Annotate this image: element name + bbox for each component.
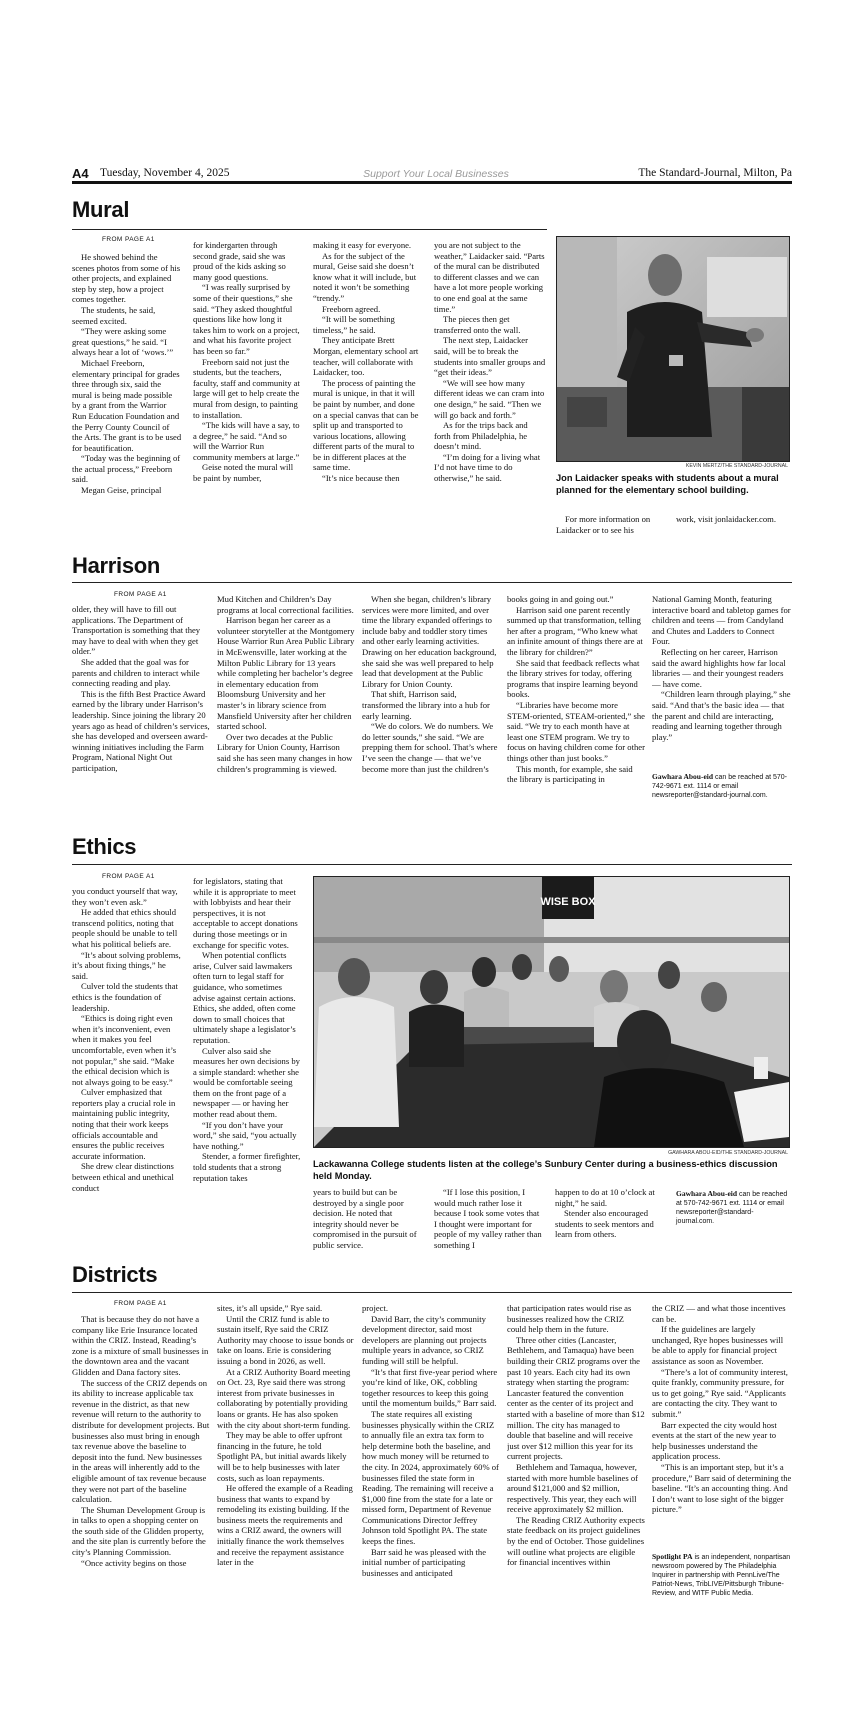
ethics-lower-column-3: happen to do at 10 o’clock at night,” he said. Stender also encouraged students to seek mentors and learn from others.	[555, 1187, 655, 1240]
mural-photo-caption: Jon Laidacker speaks with students about a mural planned for the elementary school building.	[556, 473, 779, 495]
ethics-lower-column-2: “If I lose this position, I would much rather lose it because I took some votes that I thought were important for people of my valley rather than something I	[434, 1187, 542, 1250]
districts-jump-line: FROM PAGE A1	[114, 1300, 167, 1307]
ethics-headline: Ethics	[72, 834, 137, 859]
ethics-lower-column-1: years to build but can be destroyed by a single poor decision. He noted that integrity should never be compromised in the pursuit of public service.	[313, 1187, 417, 1250]
ethics-author-note: Gawhara Abou-eid can be reached at 570-742-9671 ext. 1114 or email newsreporter@standard-journal.com.	[676, 1189, 788, 1225]
header-tagline: Support Your Local Businesses	[363, 168, 509, 180]
mural-photo-credit: KEVIN MERTZ/THE STANDARD-JOURNAL	[685, 463, 788, 469]
districts-column-3: project. David Barr, the city’s community development director, said most developers are planning out projects multiple years in advance, so CRIZ funding will still be helpful. “It’s that first five-year period where you’re kind of like, OK, cobbling together resources to keep this going until the momentum builds,” Barr said. The state requires all existing businesses physically within the CRIZ to annually file an extra tax form to help determine both the baseline, and how much money will be returned to the city. In 2024, approximately 60% of businesses filed the state form in Reading. The remaining will receive a $1,000 fine from the state for a late or missed form, Department of Revenue Communications Director Jeffrey Johnson told Spotlight PA. The state keeps the fines. Barr said he was pleased with the initial number of participating businesses and anticipated	[362, 1303, 499, 1578]
ethics-photo-caption: Lackawanna College students listen at the college’s Sunbury Center during a business-ethics discussion held Monday.	[313, 1159, 778, 1181]
districts-headline: Districts	[72, 1262, 158, 1287]
wise-box-sign-text: WISE BOX	[540, 896, 596, 908]
mural-column-3: making it easy for everyone. As for the subject of the mural, Geise said she doesn’t know what it will include, but noted it won’t be something “trendy.” Freeborn agreed. “It will be something timeless,” he said. They anticipate Brett Morgan, elementary school art teacher, will collaborate with Laidacker, too. The process of painting the mural is unique, in that it will be paint by number, and done on a special canvas that can be split up and transported to various locations, allowing different parts of the mural to be in different places at the same time. “It’s nice because then	[313, 240, 419, 484]
mural-column-1: He showed behind the scenes photos from some of his other projects, and explained step by step, how a project comes together. The students, he said, seemed excited. “They were asking some great questions,” he said. “I always hear a lot of ‘wows.’” Michael Freeborn, elementary principal for grades three through six, said the mural is being made possible by a grant from the Warrior Run Education Foundation and the Perry County Council of the Arts. The grant is to be used for beautification. “Today was the beginning of the actual process,” Freeborn said. Megan Geise, principal	[72, 252, 182, 496]
ethics-photo	[313, 876, 790, 1148]
mural-headline: Mural	[72, 197, 130, 222]
mural-column-2: for kindergarten through second grade, said she was proud of the kids asking so many good questions. “I was really surprised by some of their questions,” she said. “They asked thoughtful questions like how long it takes him to work on a project, and what his favorite project has been so far.” Freeborn said not just the students, but the teachers, faculty, staff and community at large will get to help create the mural from design, to painting to installation. “The kids will have a say, to a degree,” he said. “And so will the Warrior Run community members at large.” Geise noted the mural will be paint by number,	[193, 240, 300, 484]
harrison-column-5: National Gaming Month, featuring interactive board and tabletop games for children and teens — from Candyland and Chutes and Ladders to Connect Four. Reflecting on her career, Harrison said the award highlights how far local libraries — and their youngest readers — have come. “Children learn through playing,” she said. “And that’s the basic idea — that the parent and child are interacting, reading and learning together through play.”	[652, 594, 791, 742]
issue-date: Tuesday, November 4, 2025	[100, 167, 230, 179]
districts-author-note: Spotlight PA is an independent, nonpartisan newsroom powered by The Philadelphia Inquirer in partnership with PennLive/The Patriot-News, TribLIVE/Pittsburgh Tribune-Review, and WITF Public Media.	[652, 1552, 791, 1597]
harrison-author-note: Gawhara Abou-eid can be reached at 570-742-9671 ext. 1114 or email newsreporter@standard-journal.com.	[652, 772, 788, 799]
districts-column-4: that participation rates would rise as businesses realized how the CRIZ could help them in the future. Three other cities (Lancaster, Bethlehem, and Tamaqua) have been building their CRIZ programs over the past 10 years. Each city had its own strategy when starting the program: Lancaster featured the convention center as the center of its project and started with a baseline of more than $12 million. The city has managed to double that baseline and will receive just over $12 million this year for its current projects. Bethlehem and Tamaqua, however, started with more humble baselines of around $121,000 and $2 million, respectively. This year, they each will receive approximately $2 million. The Reading CRIZ Authority expects state feedback on its project guidelines by the end of October. Those guidelines will outline what projects are eligible for financial incentives within	[507, 1303, 645, 1568]
harrison-jump-line: FROM PAGE A1	[114, 591, 167, 598]
districts-column-1: That is because they do not have a company like Erie Insurance located within the CRIZ. Instead, Reading’s zone is a mixture of small businesses in the downtown area and the vacant Glidden and Dana factory sites. The success of the CRIZ depends on its ability to increase applicable tax revenue in the district, as that new revenue will return to the authority to distribute for development projects. But businesses also must bring in enough tax revenue above the baseline to deposit into the fund. New businesses in the areas will inherently add to the eligible amount of tax revenue because they were not part of the baseline calculation. The Shuman Development Group is in talks to open a shopping center on the south side of the Glidden property, and the site plan is currently before the city’s Planning Commission. “Once activity begins on those	[72, 1314, 210, 1568]
harrison-column-4: books going in and going out.” Harrison said one parent recently summed up that transformation, telling her after a program, “Who knew what an infinite amount of things there are at the library for children?” She said that feedback reflects what the library strives for today, offering programs that inspire learning beyond books. “Libraries have become more STEM-oriented, STEAM-oriented,” she said. “We try to each month have at least one STEM program. We try to focus on having children come for other things other than just books.” This month, for example, she said the library is participating in	[507, 594, 645, 785]
ethics-column-1: you conduct yourself that way, they won’t even ask.” He added that ethics should transcend politics, noting that people should be unable to tell what his political beliefs are. “It’s about solving problems, it’s about fixing things,” he said. Culver told the students that ethics is the foundation of leadership. “Ethics is doing right even when it’s inconvenient, even when it makes you feel uncomfortable, even when it’s not popular,” she said. “Make the ethical decision which is not always going to be easy.” Culver emphasized that reporters play a crucial role in maintaining public integrity, noting that their work keeps officials accountable and ensures the public receives accurate information. She drew clear distinctions between ethical and unethical conduct	[72, 886, 181, 1193]
mural-column-4: you are not subject to the weather,” Laidacker said. “Parts of the mural can be distributed to different classes and we can have a lot more people working to one end goal at the same time.” The pieces then get transferred onto the wall. The next step, Laidacker said, will be to break the students into smaller groups and “get their ideas.” “We will see how many different ideas we can cram into one design,” he said. “Then we will go back and forth.” As for the trips back and forth from Philadelphia, he doesn’t mind. “I’m doing for a living what I’d not have time to do otherwise,” he said.	[434, 240, 546, 484]
publication-name: The Standard-Journal, Milton, Pa	[638, 167, 792, 179]
districts-rule	[72, 1292, 792, 1293]
ethics-jump-line: FROM PAGE A1	[102, 873, 155, 880]
ethics-column-2: for legislators, stating that while it is appropriate to meet with lobbyists and hear their perspectives, it is not acceptable to accept donations during those meetings or in exchange for specific votes. When potential conflicts arise, Culver said lawmakers often turn to legal staff for guidance, who sometimes advise against certain actions. Ethics, she added, often come down to small choices that ultimately shape a legislator’s reputation. Culver also said she measures her own decisions by a simple standard: whether she would be comfortable seeing them on the front page of a newspaper — or having her mother read about them. “If you don’t have your word,” she said, “you actually have nothing.” Stender, a former firefighter, told students that a strong reputation takes	[193, 876, 301, 1183]
mural-rule	[72, 229, 547, 230]
ethics-photo-credit: GAWHARA ABOU-EID/THE STANDARD-JOURNAL	[668, 1150, 788, 1156]
mural-after-caption-left: For more information on Laidacker or to see his	[556, 514, 651, 535]
harrison-column-1: older, they will have to fill out applications. The Department of Transportation is something that they may have to deal with when they get older.” She added that the goal was for parents and children to interact while connecting reading and play. This is the fifth Best Practice Award earned by the library under Harrison’s leadership. Since joining the library 20 years ago as head of children’s services, she has developed and overseen award-winning initiatives including the Farm Program, National Night Out participation,	[72, 604, 210, 773]
districts-column-5: the CRIZ — and what those incentives can be. If the guidelines are largely unchanged, Rye hopes businesses will be able to apply for financial project assistance as soon as November. “There’s a lot of community interest, quite frankly, community pressure, for us to get going,” Rye said. “Applicants are contacting the city. They want to submit.” Barr expected the city would host events at the start of the new year to help businesses understand the application process. “This is an important step, but it’s a procedure,” Barr said of determining the baseline. “It’s an accounting thing. And I don’t want to lose sight of the bigger picture.”	[652, 1303, 792, 1515]
ethics-rule	[72, 864, 792, 865]
header-rule	[72, 181, 792, 184]
harrison-column-3: When she began, children’s library services were more limited, and over time the library expanded offerings to include baby and toddler story times and other early learning activities. Drawing on her education background, she said she was well prepared to help lead that development at the Public Library for Union County. That shift, Harrison said, transformed the library into a hub for early learning. “We do colors. We do numbers. We do letter sounds,” she said. “We are prepping them for school. That’s where I’ve seen the change — that we’ve become more than just the children’s	[362, 594, 498, 774]
harrison-headline: Harrison	[72, 553, 161, 578]
harrison-column-2: Mud Kitchen and Children’s Day programs at local correctional facilities. Harrison began her career as a volunteer storyteller at the Montgomery House Warrior Run Area Public Library in McEwensville, later working at the Milton Public Library for 13 years while completing her bachelor’s degree in elementary education from Bloomsburg University and her master’s in library science from Mansfield University after her children started school. Over two decades at the Public Library for Union County, Harrison said she has seen many changes in how children’s programming is viewed.	[217, 594, 355, 774]
districts-column-2: sites, it’s all upside,” Rye said. Until the CRIZ fund is able to sustain itself, Rye said the CRIZ Authority may choose to issue bonds or take on loans. Erie is considering issuing a bond in 2026, as well. At a CRIZ Authority Board meeting on Oct. 23, Rye said there was strong interest from private businesses in collaborating by potentially providing loans or grants. He has also spoken with the city about short-term funding. They may be able to offer upfront financing in the future, he told Spotlight PA, but initial awards likely will be to help businesses with later costs, such as loan repayments. He offered the example of a Reading business that wants to expand by remodeling its existing building. If the business meets the requirements and wins a CRIZ award, the owners will initially finance the work themselves and receive the repayment assistance later in the	[217, 1303, 354, 1568]
page-number: A4	[72, 166, 89, 181]
mural-jump-line: FROM PAGE A1	[102, 236, 155, 243]
mural-photo	[556, 236, 790, 462]
harrison-rule	[72, 582, 792, 583]
ethics-photo-image	[314, 877, 789, 1147]
mural-photo-image	[557, 237, 789, 461]
mural-after-caption-right: work, visit jonlaidacker.com.	[676, 514, 776, 524]
